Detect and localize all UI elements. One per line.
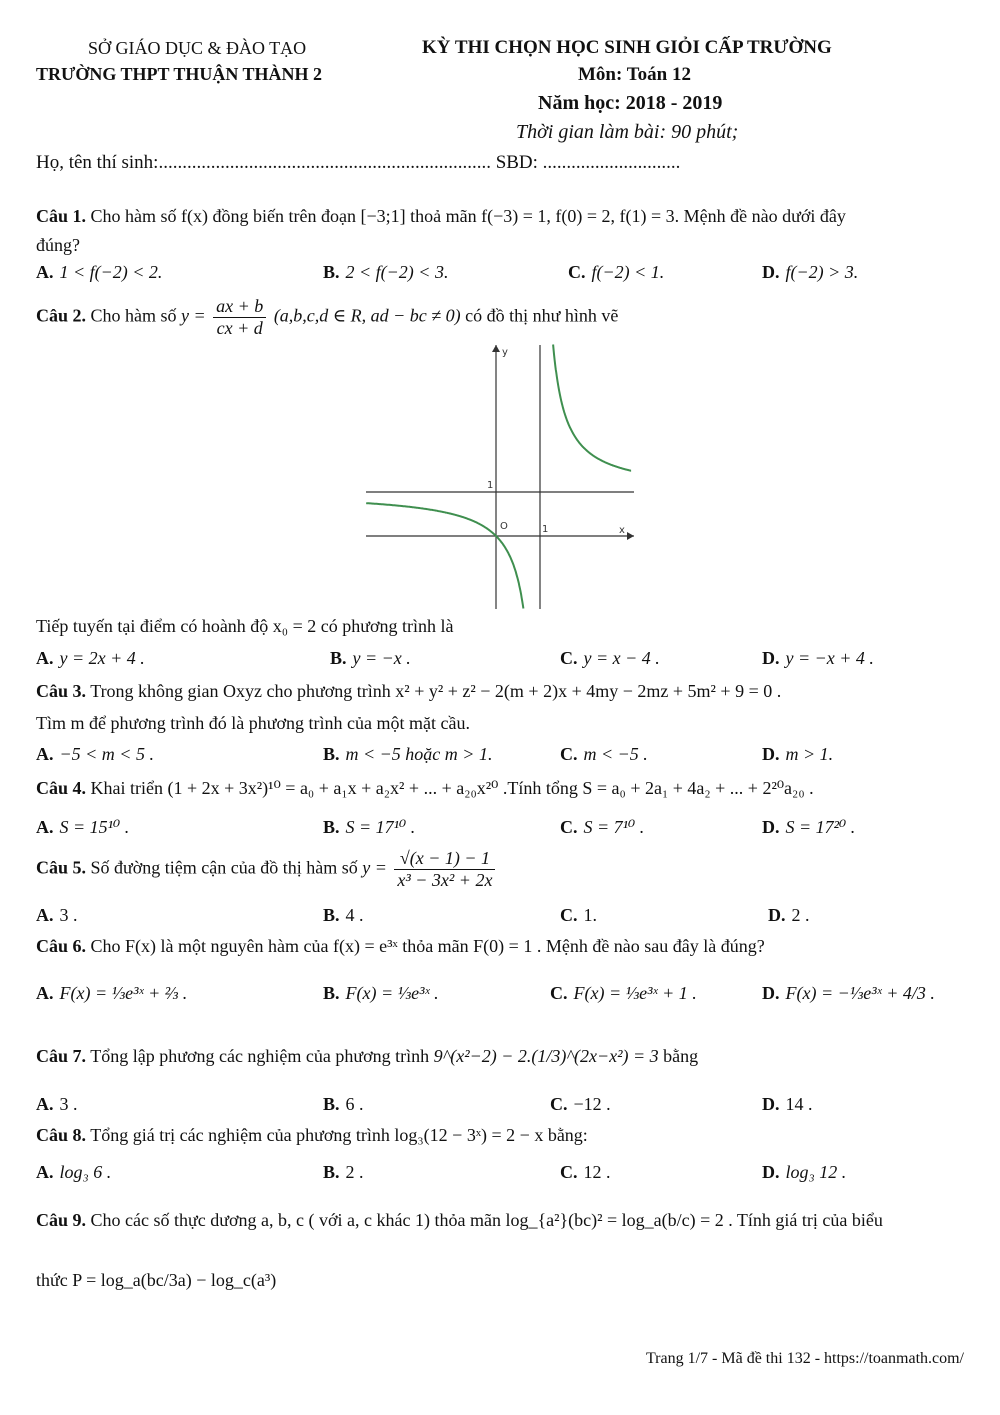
answer-a: A. y = 2x + 4 . <box>36 648 145 668</box>
answer-a: A. log₃ 6 . <box>36 1162 112 1182</box>
question-9: Câu 9. Cho các số thực dương a, b, c ( với a, c khác 1) thỏa mãn log_{a²}(bc)² = log_a(b/c) = 2 . Tính giá trị của biểu <box>36 1210 883 1230</box>
answer-d: D. F(x) = −⅓e³ˣ + 4/3 . <box>762 983 935 1003</box>
question-label: Câu 9. <box>36 1210 87 1230</box>
fraction: $\frac{ax + b}{cx + d}$ <box>213 296 266 338</box>
answer-c: C. F(x) = ⅓e³ˣ + 1 . <box>550 983 697 1003</box>
graph-curve-right <box>553 345 631 471</box>
question-text: Cho hàm số f(x) đồng biến trên đoạn [−3;1] thoả mãn f(−3) = 1, f(0) = 2, f(1) = 3. Mệnh đề nào dưới đây <box>90 206 846 226</box>
answer-a: A. 1 < f(−2) < 2. <box>36 262 163 282</box>
answer-c: C. y = x − 4 . <box>560 648 660 668</box>
answer-c: C. S = 7¹⁰ . <box>560 817 645 837</box>
question-5: Câu 5. Số đường tiệm cận của đồ thị hàm số y = $\frac{√(x - 1) - 1}{\text{x³ − 3x² + 2x}}$ <box>36 848 498 890</box>
answer-a: A. −5 < m < 5 . <box>36 744 154 764</box>
x-axis-arrow <box>627 532 634 540</box>
answer-d: D. 2 . <box>768 905 810 925</box>
answer-b: B. y = −x . <box>330 648 411 668</box>
answer-d: D. f(−2) > 3. <box>762 262 859 282</box>
answer-a: A. F(x) = ⅓e³ˣ + ⅔ . <box>36 983 188 1003</box>
x-axis-label: x <box>619 525 625 536</box>
y-axis-label: y <box>502 347 508 358</box>
answer-b: B. F(x) = ⅓e³ˣ . <box>323 983 439 1003</box>
answer-b: B. 2 . <box>323 1162 364 1182</box>
exam-duration: Thời gian làm bài: 90 phút; <box>516 121 739 143</box>
answer-b: B. 2 < f(−2) < 3. <box>323 262 449 282</box>
question-1-cont: đúng? <box>36 235 80 255</box>
tick-one-y: 1 <box>487 480 494 491</box>
question-7: Câu 7. Tổng lập phương các nghiệm của phương trình 9^(x²−2) − 2.(1/3)^(2x−x²) = 3 bằng <box>36 1046 699 1066</box>
question-label: Câu 6. <box>36 936 87 956</box>
answer-b: B. S = 17¹⁰ . <box>323 817 416 837</box>
answer-b: B. m < −5 hoặc m > 1. <box>323 744 493 764</box>
y-axis-arrow <box>492 345 500 352</box>
answer-a: A. 3 . <box>36 1094 78 1114</box>
fraction: $\frac{√(x - 1) - 1}{\text{x³ − 3x² + 2x}}$ <box>394 848 495 890</box>
question-label: Câu 8. <box>36 1125 87 1145</box>
question-4: Câu 4. Khai triển (1 + 2x + 3x²)¹⁰ = a₀ + a₁x + a₂x² + ... + a₂₀x²⁰ .Tính tổng S = a₀ + 2a₁ + 4a₂ + ... + 2²⁰a₂₀ . <box>36 778 814 798</box>
question-label: Câu 4. <box>36 778 87 798</box>
graph-curve-left <box>366 503 523 608</box>
question-3: Câu 3. Trong không gian Oxyz cho phương trình x² + y² + z² − 2(m + 2)x + 4my − 2mz + 5m² + 9 = 0 . <box>36 681 782 701</box>
question-6: Câu 6. Cho F(x) là một nguyên hàm của f(x) = e³ˣ thỏa mãn F(0) = 1 . Mệnh đề nào sau đây là đúng? <box>36 936 765 956</box>
question-label: Câu 2. <box>36 305 87 326</box>
question-2: Câu 2. Cho hàm số y = $\frac{ax + b}{cx + d}$ (a,b,c,d ∈ R, ad − bc ≠ 0) có đồ thị như hình vẽ <box>36 296 619 338</box>
equation: 9^(x²−2) − 2.(1/3)^(2x−x²) = 3 <box>433 1046 659 1066</box>
question-3-cont: Tìm m để phương trình đó là phương trình của một mặt cầu. <box>36 713 470 733</box>
exam-year: Năm học: 2018 - 2019 <box>538 92 723 114</box>
dept-name: SỞ GIÁO DỤC & ĐÀO TẠO <box>88 38 307 58</box>
candidate-line: Họ, tên thí sinh:...................................................................... SBD: ............................. <box>36 152 681 173</box>
answer-d: D. S = 17²⁰ . <box>762 817 856 837</box>
answer-d: D. 14 . <box>762 1094 813 1114</box>
answer-a: A. 3 . <box>36 905 78 925</box>
tick-one-x: 1 <box>542 524 549 535</box>
function-graph <box>366 343 636 611</box>
answer-a: A. S = 15¹⁰ . <box>36 817 130 837</box>
answer-c: C. −12 . <box>550 1094 611 1114</box>
question-label: Câu 3. <box>36 681 87 701</box>
answer-d: D. log₃ 12 . <box>762 1162 847 1182</box>
question-1 <box>36 206 846 227</box>
school-name: TRƯỜNG THPT THUẬN THÀNH 2 <box>36 64 323 84</box>
question-label: Câu 7. <box>36 1046 87 1066</box>
answer-c: C. f(−2) < 1. <box>568 262 665 282</box>
answer-d: D. y = −x + 4 . <box>762 648 874 668</box>
answer-b: B. 4 . <box>323 905 364 925</box>
question-8: Câu 8. Tổng giá trị các nghiệm của phương trình log₃(12 − 3ˣ) = 2 − x bằng: <box>36 1125 588 1145</box>
answer-d: D. m > 1. <box>762 744 834 764</box>
question-label: Câu 5. <box>36 857 87 878</box>
exam-title: KỲ THI CHỌN HỌC SINH GIỎI CẤP TRƯỜNG <box>422 37 832 58</box>
answer-c: C. m < −5 . <box>560 744 648 764</box>
answer-c: C. 1. <box>560 905 597 925</box>
answer-b: B. 6 . <box>323 1094 364 1114</box>
page-footer: Trang 1/7 - Mã đề thi 132 - https://toanmath.com/ <box>645 1350 964 1367</box>
question-label: Câu 1. <box>36 206 87 226</box>
exam-subject: Môn: Toán 12 <box>578 64 691 85</box>
question-2-cont: Tiếp tuyến tại điểm có hoành độ x₀ = 2 có phương trình là <box>36 616 454 636</box>
origin-label: O <box>500 521 508 532</box>
answer-c: C. 12 . <box>560 1162 611 1182</box>
question-9-cont: thức P = log_a(bc/3a) − log_c(a³) <box>36 1270 277 1290</box>
